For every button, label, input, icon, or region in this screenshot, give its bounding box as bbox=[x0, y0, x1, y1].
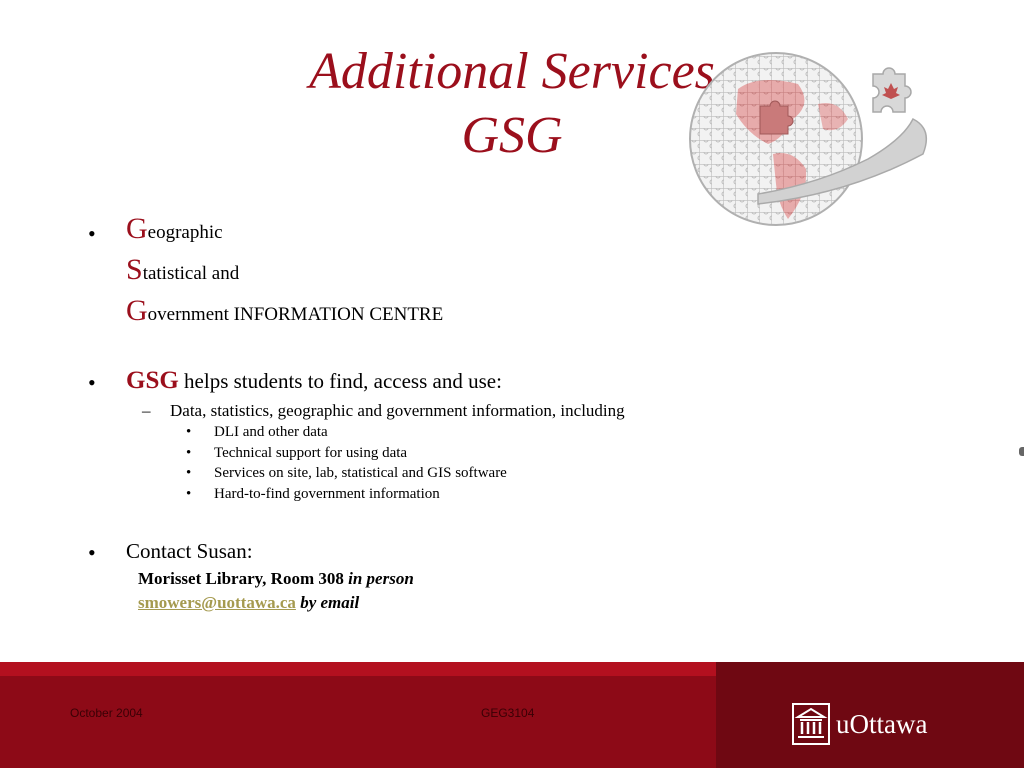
acronym-initial: G bbox=[126, 212, 148, 245]
title-line-2: GSG bbox=[461, 107, 563, 164]
acronym-initial: G bbox=[126, 294, 148, 327]
bullet-marker: • bbox=[186, 444, 192, 461]
list-item bbox=[186, 465, 507, 486]
title-line-1: Additional Services bbox=[309, 43, 715, 100]
gsg-services-list bbox=[186, 424, 507, 506]
acronym-line-geographic bbox=[126, 212, 223, 246]
list-item bbox=[186, 424, 507, 445]
gsg-text: helps students to find, access and use: bbox=[178, 369, 502, 393]
location-text: Morisset Library, Room 308 bbox=[138, 569, 344, 588]
contact-email bbox=[138, 593, 359, 613]
list-item bbox=[186, 445, 507, 466]
acronym-initial: S bbox=[126, 253, 143, 286]
acronym-rest: eographic bbox=[147, 222, 223, 243]
bullet-marker: • bbox=[186, 485, 192, 502]
dash-marker: – bbox=[142, 401, 151, 420]
bullet-gsg: • bbox=[88, 370, 96, 395]
list-item-text: Technical support for using data bbox=[214, 444, 408, 461]
acronym-line-government bbox=[126, 294, 443, 328]
gsg-description bbox=[126, 367, 502, 395]
acronym-line-statistical bbox=[126, 253, 239, 287]
footer-date: October 2004 bbox=[70, 706, 143, 720]
location-note: in person bbox=[348, 569, 414, 588]
logo-text: uOttawa bbox=[836, 708, 928, 739]
email-note: by email bbox=[300, 593, 360, 612]
gsg-label: GSG bbox=[126, 367, 179, 394]
gsg-sub-text: Data, statistics, geographic and government information, including bbox=[170, 401, 625, 420]
contact-heading: Contact Susan: bbox=[126, 539, 253, 563]
list-item-text: DLI and other data bbox=[214, 424, 328, 440]
bullet-marker: • bbox=[186, 424, 192, 440]
edge-mark bbox=[1019, 447, 1024, 456]
university-building-icon bbox=[792, 703, 830, 745]
uottawa-logo bbox=[792, 700, 927, 748]
gsg-sub-item bbox=[142, 401, 625, 421]
contact-location bbox=[138, 569, 414, 589]
acronym-rest: tatistical and bbox=[142, 263, 240, 284]
list-item-text: Services on site, lab, statistical and GIS software bbox=[214, 465, 507, 481]
bullet-contact: • bbox=[88, 540, 96, 565]
list-item bbox=[186, 486, 507, 507]
email-link[interactable]: smowers@uottawa.ca bbox=[138, 593, 296, 612]
list-item-text: Hard-to-find government information bbox=[214, 485, 440, 502]
bullet-marker: • bbox=[186, 465, 192, 481]
bullet-acronym: • bbox=[88, 221, 96, 246]
acronym-rest: overnment INFORMATION CENTRE bbox=[147, 304, 444, 325]
footer-course: GEG3104 bbox=[481, 706, 535, 720]
